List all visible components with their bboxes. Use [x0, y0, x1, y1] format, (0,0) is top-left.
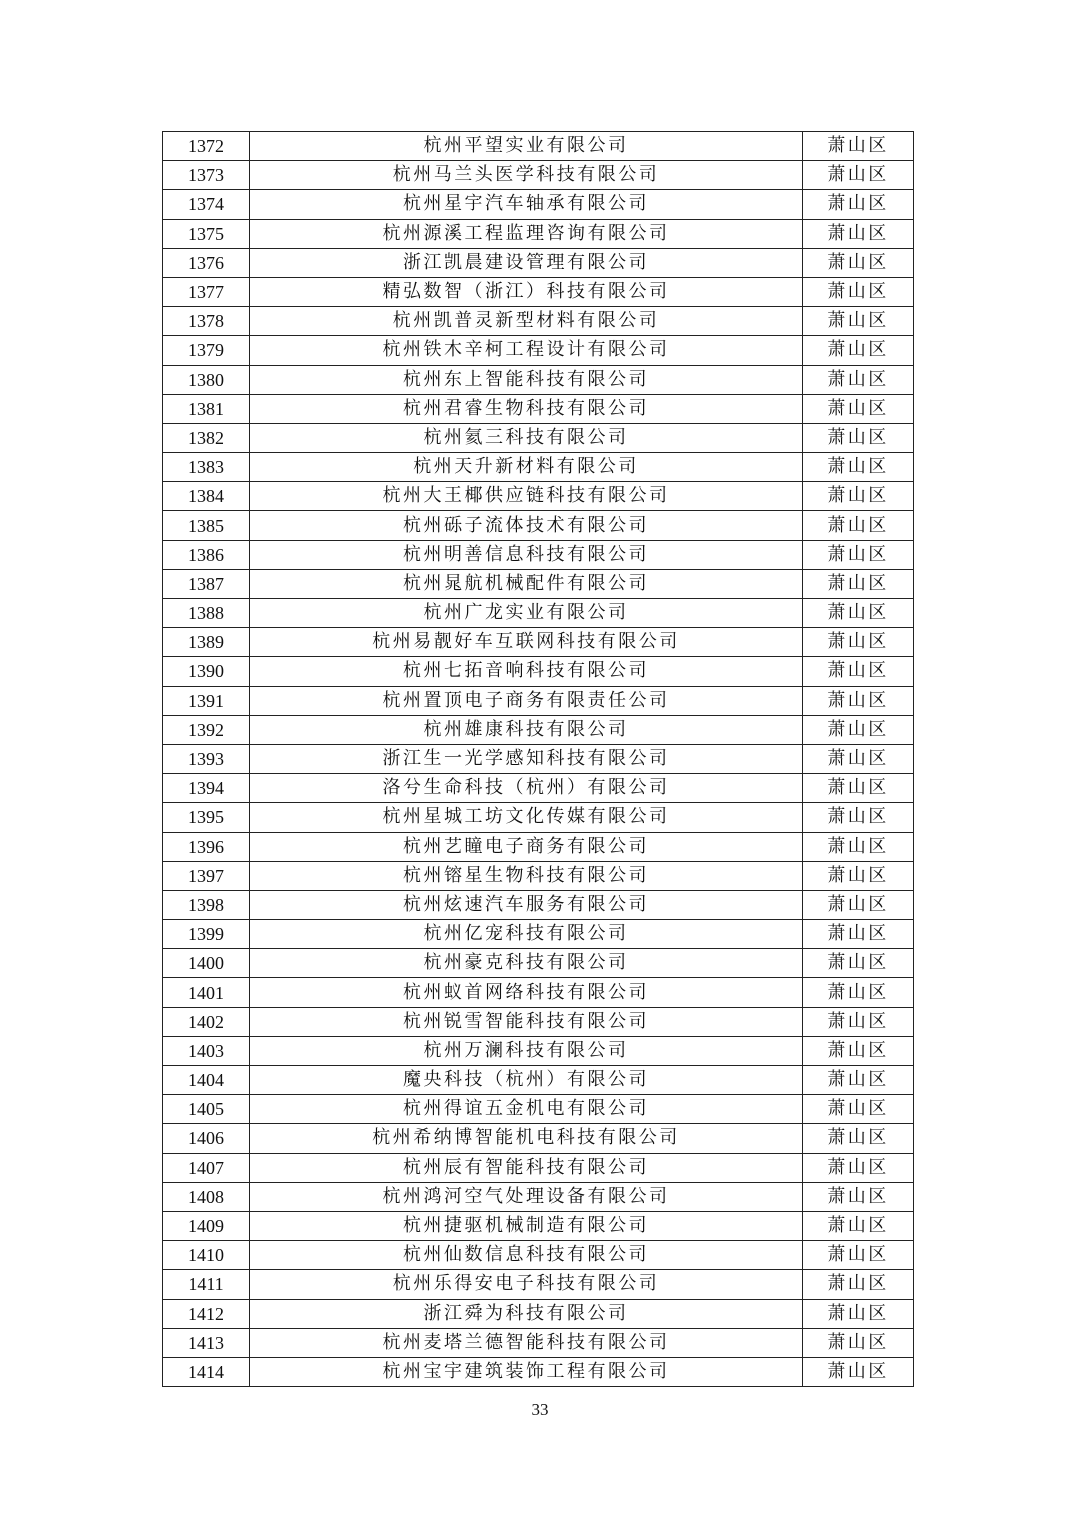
- company-name-cell: 杭州源溪工程监理咨询有限公司: [250, 219, 803, 248]
- company-name-cell: 杭州艺瞳电子商务有限公司: [250, 832, 803, 861]
- table-row: [163, 978, 914, 1007]
- company-name-cell: 杭州明善信息科技有限公司: [250, 540, 803, 569]
- row-number-cell: 1402: [163, 1007, 250, 1036]
- row-number-cell: 1410: [163, 1241, 250, 1270]
- district-cell: 萧山区: [803, 423, 914, 452]
- district-cell: 萧山区: [803, 1036, 914, 1065]
- table-row: [163, 1095, 914, 1124]
- row-number-cell: 1413: [163, 1328, 250, 1357]
- district-cell: 萧山区: [803, 248, 914, 277]
- table-row: [163, 1182, 914, 1211]
- company-name-cell: 浙江生一光学感知科技有限公司: [250, 744, 803, 773]
- row-number-cell: 1373: [163, 161, 250, 190]
- district-cell: 萧山区: [803, 686, 914, 715]
- company-name-cell: 杭州炫速汽车服务有限公司: [250, 890, 803, 919]
- table-row: [163, 132, 914, 161]
- company-name-cell: 杭州希纳博智能机电科技有限公司: [250, 1124, 803, 1153]
- table-row: [163, 1066, 914, 1095]
- district-cell: 萧山区: [803, 1211, 914, 1240]
- company-name-cell: 魔央科技（杭州）有限公司: [250, 1066, 803, 1095]
- table-row: [163, 1153, 914, 1182]
- company-name-cell: 杭州仙数信息科技有限公司: [250, 1241, 803, 1270]
- row-number-cell: 1389: [163, 628, 250, 657]
- table-row: [163, 482, 914, 511]
- row-number-cell: 1403: [163, 1036, 250, 1065]
- row-number-cell: 1394: [163, 774, 250, 803]
- company-name-cell: 杭州大王椰供应链科技有限公司: [250, 482, 803, 511]
- table-row: [163, 161, 914, 190]
- district-cell: 萧山区: [803, 307, 914, 336]
- row-number-cell: 1414: [163, 1357, 250, 1386]
- district-cell: 萧山区: [803, 1328, 914, 1357]
- table-row: [163, 453, 914, 482]
- district-cell: 萧山区: [803, 890, 914, 919]
- row-number-cell: 1400: [163, 949, 250, 978]
- company-name-cell: 杭州君睿生物科技有限公司: [250, 394, 803, 423]
- table-row: [163, 1124, 914, 1153]
- district-cell: 萧山区: [803, 511, 914, 540]
- district-cell: 萧山区: [803, 861, 914, 890]
- row-number-cell: 1388: [163, 599, 250, 628]
- row-number-cell: 1392: [163, 715, 250, 744]
- district-cell: 萧山区: [803, 540, 914, 569]
- row-number-cell: 1390: [163, 657, 250, 686]
- company-name-cell: 杭州星城工坊文化传媒有限公司: [250, 803, 803, 832]
- district-cell: 萧山区: [803, 715, 914, 744]
- row-number-cell: 1376: [163, 248, 250, 277]
- table-row: [163, 1211, 914, 1240]
- row-number-cell: 1380: [163, 365, 250, 394]
- company-name-cell: 杭州星宇汽车轴承有限公司: [250, 190, 803, 219]
- district-cell: 萧山区: [803, 1270, 914, 1299]
- row-number-cell: 1385: [163, 511, 250, 540]
- company-name-cell: 杭州铁木辛柯工程设计有限公司: [250, 336, 803, 365]
- company-name-cell: 杭州辰有智能科技有限公司: [250, 1153, 803, 1182]
- company-name-cell: 浙江凯晨建设管理有限公司: [250, 248, 803, 277]
- table-row: [163, 307, 914, 336]
- company-name-cell: 杭州马兰头医学科技有限公司: [250, 161, 803, 190]
- district-cell: 萧山区: [803, 1066, 914, 1095]
- table-row: [163, 744, 914, 773]
- district-cell: 萧山区: [803, 803, 914, 832]
- row-number-cell: 1404: [163, 1066, 250, 1095]
- district-cell: 萧山区: [803, 599, 914, 628]
- table-row: [163, 832, 914, 861]
- company-name-cell: 杭州天升新材料有限公司: [250, 453, 803, 482]
- row-number-cell: 1407: [163, 1153, 250, 1182]
- company-name-cell: 杭州凯普灵新型材料有限公司: [250, 307, 803, 336]
- table-row: [163, 920, 914, 949]
- table-row: [163, 423, 914, 452]
- table-row: [163, 1241, 914, 1270]
- district-cell: 萧山区: [803, 394, 914, 423]
- company-name-cell: 杭州亿宠科技有限公司: [250, 920, 803, 949]
- company-name-cell: 杭州晁航机械配件有限公司: [250, 569, 803, 598]
- row-number-cell: 1411: [163, 1270, 250, 1299]
- table-row: [163, 1357, 914, 1386]
- row-number-cell: 1384: [163, 482, 250, 511]
- row-number-cell: 1397: [163, 861, 250, 890]
- table-row: [163, 277, 914, 306]
- table-row: [163, 190, 914, 219]
- row-number-cell: 1379: [163, 336, 250, 365]
- row-number-cell: 1386: [163, 540, 250, 569]
- company-name-cell: 精弘数智（浙江）科技有限公司: [250, 277, 803, 306]
- company-name-cell: 杭州万澜科技有限公司: [250, 1036, 803, 1065]
- company-name-cell: 杭州砾子流体技术有限公司: [250, 511, 803, 540]
- company-name-cell: 杭州得谊五金机电有限公司: [250, 1095, 803, 1124]
- district-cell: 萧山区: [803, 628, 914, 657]
- district-cell: 萧山区: [803, 277, 914, 306]
- table-row: [163, 803, 914, 832]
- company-name-cell: 杭州锐雪智能科技有限公司: [250, 1007, 803, 1036]
- company-name-cell: 杭州乐得安电子科技有限公司: [250, 1270, 803, 1299]
- district-cell: 萧山区: [803, 1007, 914, 1036]
- table-row: [163, 336, 914, 365]
- row-number-cell: 1408: [163, 1182, 250, 1211]
- company-name-cell: 杭州置顶电子商务有限责任公司: [250, 686, 803, 715]
- company-name-cell: 杭州蚁首网络科技有限公司: [250, 978, 803, 1007]
- table-row: [163, 686, 914, 715]
- table-row: [163, 394, 914, 423]
- row-number-cell: 1391: [163, 686, 250, 715]
- district-cell: 萧山区: [803, 1153, 914, 1182]
- company-name-cell: 杭州广龙实业有限公司: [250, 599, 803, 628]
- company-name-cell: 杭州雄康科技有限公司: [250, 715, 803, 744]
- row-number-cell: 1401: [163, 978, 250, 1007]
- company-name-cell: 杭州东上智能科技有限公司: [250, 365, 803, 394]
- table-row: [163, 890, 914, 919]
- company-name-cell: 杭州氦三科技有限公司: [250, 423, 803, 452]
- company-name-cell: 杭州捷驱机械制造有限公司: [250, 1211, 803, 1240]
- district-cell: 萧山区: [803, 219, 914, 248]
- row-number-cell: 1383: [163, 453, 250, 482]
- row-number-cell: 1382: [163, 423, 250, 452]
- row-number-cell: 1387: [163, 569, 250, 598]
- row-number-cell: 1393: [163, 744, 250, 773]
- table-row: [163, 628, 914, 657]
- company-name-cell: 杭州麦塔兰德智能科技有限公司: [250, 1328, 803, 1357]
- company-name-cell: 杭州豪克科技有限公司: [250, 949, 803, 978]
- district-cell: 萧山区: [803, 336, 914, 365]
- company-name-cell: 杭州镕星生物科技有限公司: [250, 861, 803, 890]
- table-body: [163, 132, 914, 1387]
- company-name-cell: 洛兮生命科技（杭州）有限公司: [250, 774, 803, 803]
- row-number-cell: 1395: [163, 803, 250, 832]
- company-name-cell: 杭州平望实业有限公司: [250, 132, 803, 161]
- district-cell: 萧山区: [803, 920, 914, 949]
- district-cell: 萧山区: [803, 744, 914, 773]
- district-cell: 萧山区: [803, 832, 914, 861]
- company-list-table: [162, 131, 914, 1387]
- table-row: [163, 861, 914, 890]
- district-cell: 萧山区: [803, 161, 914, 190]
- row-number-cell: 1378: [163, 307, 250, 336]
- district-cell: 萧山区: [803, 1124, 914, 1153]
- company-name-cell: 杭州易靓好车互联网科技有限公司: [250, 628, 803, 657]
- row-number-cell: 1406: [163, 1124, 250, 1153]
- table-row: [163, 715, 914, 744]
- row-number-cell: 1405: [163, 1095, 250, 1124]
- district-cell: 萧山区: [803, 569, 914, 598]
- table-row: [163, 1299, 914, 1328]
- table-row: [163, 774, 914, 803]
- district-cell: 萧山区: [803, 482, 914, 511]
- company-name-cell: 浙江舜为科技有限公司: [250, 1299, 803, 1328]
- row-number-cell: 1409: [163, 1211, 250, 1240]
- table-row: [163, 219, 914, 248]
- table-row: [163, 1036, 914, 1065]
- district-cell: 萧山区: [803, 949, 914, 978]
- table-row: [163, 540, 914, 569]
- table-row: [163, 599, 914, 628]
- district-cell: 萧山区: [803, 1357, 914, 1386]
- company-name-cell: 杭州宝宇建筑装饰工程有限公司: [250, 1357, 803, 1386]
- row-number-cell: 1412: [163, 1299, 250, 1328]
- company-name-cell: 杭州鸿河空气处理设备有限公司: [250, 1182, 803, 1211]
- district-cell: 萧山区: [803, 1095, 914, 1124]
- district-cell: 萧山区: [803, 1182, 914, 1211]
- table-row: [163, 1007, 914, 1036]
- district-cell: 萧山区: [803, 365, 914, 394]
- table-row: [163, 949, 914, 978]
- district-cell: 萧山区: [803, 132, 914, 161]
- page-number: 33: [531, 1400, 549, 1419]
- table-row: [163, 1328, 914, 1357]
- district-cell: 萧山区: [803, 190, 914, 219]
- row-number-cell: 1374: [163, 190, 250, 219]
- table-row: [163, 1270, 914, 1299]
- district-cell: 萧山区: [803, 1299, 914, 1328]
- row-number-cell: 1396: [163, 832, 250, 861]
- row-number-cell: 1375: [163, 219, 250, 248]
- district-cell: 萧山区: [803, 453, 914, 482]
- district-cell: 萧山区: [803, 1241, 914, 1270]
- district-cell: 萧山区: [803, 978, 914, 1007]
- row-number-cell: 1372: [163, 132, 250, 161]
- table-row: [163, 569, 914, 598]
- table-row: [163, 657, 914, 686]
- row-number-cell: 1398: [163, 890, 250, 919]
- table-row: [163, 365, 914, 394]
- company-name-cell: 杭州七拓音响科技有限公司: [250, 657, 803, 686]
- row-number-cell: 1381: [163, 394, 250, 423]
- district-cell: 萧山区: [803, 774, 914, 803]
- row-number-cell: 1377: [163, 277, 250, 306]
- district-cell: 萧山区: [803, 657, 914, 686]
- table-row: [163, 248, 914, 277]
- row-number-cell: 1399: [163, 920, 250, 949]
- table-row: [163, 511, 914, 540]
